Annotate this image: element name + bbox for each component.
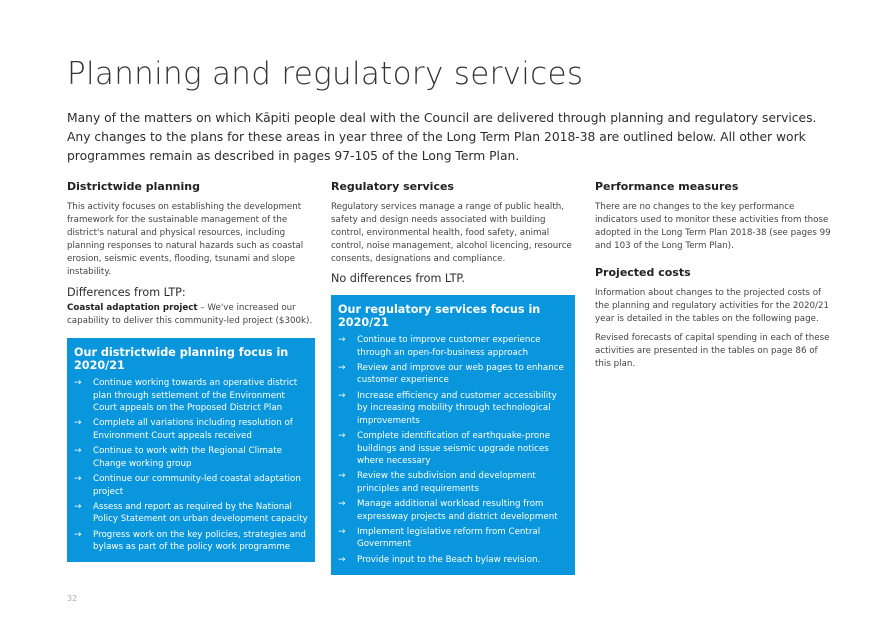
- arrow-right-icon: →: [338, 430, 346, 441]
- regulatory-focus-title: Our regulatory services focus in 2020/21: [338, 303, 541, 329]
- list-item-text: Increase efficiency and customer accessibility by increasing mobility through technological improvements: [357, 390, 557, 426]
- list-item: [338, 554, 568, 567]
- list-item: [74, 529, 308, 554]
- list-item-text: Complete identification of earthquake-prone buildings and issue seismic upgrade notices where necessary: [357, 430, 551, 467]
- list-item-text: Review and improve our web pages to enhance customer experience: [357, 362, 564, 386]
- performance-heading: Performance measures: [595, 180, 739, 193]
- arrow-right-icon: →: [338, 554, 346, 565]
- districtwide-body: This activity focuses on establishing the development framework for the sustainable management of the district's natural and physical resources, including planning responses to natural hazards such as coastal erosion, seismic events, flooding, tsunami and slope instability.: [67, 202, 304, 277]
- arrow-right-icon: →: [338, 526, 346, 537]
- list-item: [74, 473, 308, 498]
- arrow-right-icon: →: [74, 418, 82, 429]
- list-item-text: Continue our community-led coastal adaptation project: [93, 473, 301, 497]
- districtwide-focus-list: [74, 377, 308, 554]
- arrow-right-icon: →: [338, 499, 346, 510]
- regulatory-body: Regulatory services manage a range of public health, safety and design needs associated with building control, environmental health, food safety, animal control, noise management, alcohol licencing, resource consents, designations and compliance.: [331, 202, 572, 264]
- districtwide-diff-text: [67, 302, 315, 328]
- arrow-right-icon: →: [74, 473, 82, 484]
- arrow-right-icon: →: [338, 362, 346, 373]
- list-item: [338, 430, 568, 468]
- arrow-right-icon: →: [338, 390, 346, 401]
- list-item-text: Continue to work with the Regional Climate Change working group: [93, 446, 282, 469]
- regulatory-diff-heading: No differences from LTP.: [331, 272, 465, 285]
- districtwide-heading: Districtwide planning: [67, 180, 200, 193]
- districtwide-focus-title: Our districtwide planning focus in 2020/21: [74, 346, 289, 372]
- list-item: [338, 390, 568, 428]
- districtwide-focus-box: [67, 338, 315, 562]
- coastal-adaptation-desc: – We've increased our capability to deliver this community-led project ($300k).: [67, 303, 313, 326]
- districtwide-planning-section: [67, 180, 315, 562]
- projected-costs-heading: Projected costs: [595, 266, 691, 279]
- list-item: [338, 498, 568, 523]
- arrow-right-icon: →: [338, 335, 346, 345]
- list-item-text: Review the subdivision and development principles and requirements: [357, 471, 536, 494]
- arrow-right-icon: →: [74, 529, 82, 540]
- regulatory-focus-list: [338, 334, 568, 566]
- regulatory-heading: Regulatory services: [331, 180, 454, 193]
- list-item: [338, 362, 568, 387]
- list-item: [338, 470, 568, 495]
- districtwide-diff-heading: Differences from LTP:: [67, 286, 186, 299]
- arrow-right-icon: →: [338, 471, 346, 482]
- coastal-adaptation-label: Coastal adaptation project: [67, 303, 198, 313]
- list-item: [74, 501, 308, 526]
- arrow-right-icon: →: [74, 378, 82, 388]
- performance-body: There are no changes to the key performance indicators used to monitor these activities from those adopted in the Long Term Plan 2018-38 (see pages 99 and 103 of the Long Term Plan).: [595, 202, 831, 251]
- list-item: [74, 445, 308, 470]
- list-item-text: Assess and report as required by the National Policy Statement on urban development capacity: [93, 501, 308, 525]
- performance-section: [595, 180, 833, 377]
- list-item-text: Provide input to the Beach bylaw revision.: [357, 554, 541, 565]
- list-item: [74, 377, 308, 415]
- regulatory-focus-box: [331, 295, 575, 575]
- list-item-text: Continue working towards an operative district plan through settlement of the Environment Court appeals on the Proposed District Plan: [93, 378, 298, 414]
- intro-paragraph: Many of the matters on which Kāpiti people deal with the Council are delivered through planning and regulatory services. Any changes to the plans for these areas in year three of the Long Term Plan 2018-38 are outlined below. All other work programmes remain as described in pages 97-105 of the Long Term Plan.: [67, 111, 817, 163]
- list-item-text: Manage additional workload resulting from expressway projects and district development: [357, 499, 558, 522]
- list-item: [74, 417, 308, 442]
- list-item-text: Continue to improve customer experience through an open-for-business approach: [357, 335, 541, 358]
- arrow-right-icon: →: [74, 501, 82, 512]
- list-item-text: Progress work on the key policies, strategies and bylaws as part of the policy work programme: [93, 529, 306, 553]
- regulatory-services-section: [331, 180, 575, 575]
- list-item-text: Implement legislative reform from Central Government: [357, 526, 541, 550]
- page-title: Planning and regulatory services: [67, 56, 584, 92]
- list-item: [338, 334, 568, 359]
- list-item-text: Complete all variations including resolution of Environment Court appeals received: [93, 418, 293, 441]
- projected-costs-body-2: Revised forecasts of capital spending in each of these activities are presented in the tables on page 86 of this plan.: [595, 333, 830, 369]
- projected-costs-body-1: Information about changes to the projected costs of the planning and regulatory activities for the 2020/21 year is detailed in the tables on the following page.: [595, 288, 830, 324]
- page-number: 32: [67, 594, 78, 603]
- list-item: [338, 526, 568, 551]
- arrow-right-icon: →: [74, 446, 82, 457]
